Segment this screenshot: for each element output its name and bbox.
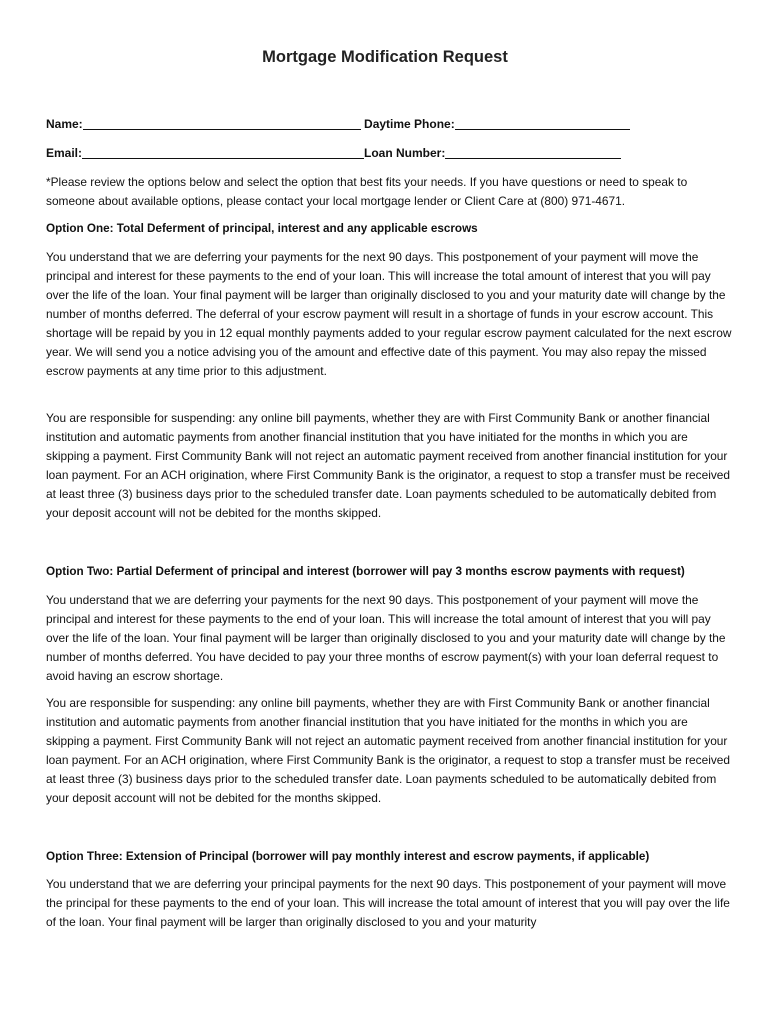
daytime-phone-label: Daytime Phone:	[364, 117, 455, 131]
name-field[interactable]	[83, 117, 361, 130]
email-field[interactable]	[82, 146, 364, 159]
option-one-paragraph-2	[46, 409, 732, 523]
option-three-text-1: You understand that we are deferring your principal payments for the next 90 days. This postponement of your payment will move the principal for these payments to the end of your loan. This will increase the total amount of interest that you will pay over the life of the loan. Your final payment will be larger than originally disclosed to you and your maturity	[46, 877, 730, 929]
option-three-paragraph-1	[46, 875, 732, 932]
option-one-paragraph-1	[46, 248, 732, 381]
loan-number-label: Loan Number:	[364, 146, 446, 160]
option-two-paragraph-1	[46, 591, 732, 686]
option-one-heading: Option One: Total Deferment of principal, interest and any applicable escrows	[46, 222, 478, 235]
option-two-text-1: You understand that we are deferring your payments for the next 90 days. This postponement of your payment will move the principal and interest for these payments to the end of your loan. This will increase the total amount of interest that you will pay over the life of the loan. Your final payment will be larger than originally disclosed to you and your maturity date will change by the number of months deferred. You have decided to pay your three months of escrow payment(s) with your loan deferral request to avoid having an escrow shortage.	[46, 593, 726, 683]
option-three-heading: Option Three: Extension of Principal (borrower will pay monthly interest and escrow payments, if applicable)	[46, 850, 650, 863]
loan-number-field[interactable]	[445, 146, 621, 159]
option-one-text-1: You understand that we are deferring your payments for the next 90 days. This postponement of your payment will move the principal and interest for these payments to the end of your loan. This will increase the total amount of interest that you will pay over the life of the loan. Your final payment will be larger than originally disclosed to you and your maturity date will change by the number of months deferred. The deferral of your escrow payment will result in a shortage of funds in your escrow account. This shortage will be repaid by you in 12 equal monthly payments added to your regular escrow payment calculated for the next escrow year. We will send you a notice advising you of the amount and effective date of this payment. You may also repay the missed escrow payments at any time prior to this adjustment.	[46, 250, 732, 378]
intro-text	[46, 173, 732, 211]
email-label: Email:	[46, 146, 83, 160]
name-label: Name:	[46, 117, 83, 131]
option-two-paragraph-2	[46, 694, 732, 808]
email-loan-row	[46, 146, 621, 160]
option-two-text-2: You are responsible for suspending: any online bill payments, whether they are with First Community Bank or another financial institution and automatic payments from another financial institution that you have initiated for the months in which you are skipping a payment. First Community Bank will not reject an automatic payment received from another financial institution for your loan payment. For an ACH origination, where First Community Bank is the originator, a request to stop a transfer must be received at least three (3) business days prior to the scheduled transfer date. Loan payments scheduled to be automatically debited from your deposit account will not be debited for the months skipped.	[46, 696, 731, 805]
daytime-phone-field[interactable]	[455, 117, 630, 130]
name-phone-row	[46, 117, 630, 131]
intro-paragraph: *Please review the options below and select the option that best fits your needs. If you have questions or need to speak to someone about available options, please contact your local mortgage lender or Client Care at (800) 971-4671.	[46, 175, 688, 208]
option-two-heading: Option Two: Partial Deferment of principal and interest (borrower will pay 3 months escrow payments with request)	[46, 565, 685, 578]
option-one-text-2: You are responsible for suspending: any online bill payments, whether they are with First Community Bank or another financial institution and automatic payments from another financial institution that you have initiated for the months in which you are skipping a payment. First Community Bank will not reject an automatic payment received from another financial institution for your loan payment. For an ACH origination, where First Community Bank is the originator, a request to stop a transfer must be received at least three (3) business days prior to the scheduled transfer date. Loan payments scheduled to be automatically debited from your deposit account will not be debited for the months skipped.	[46, 411, 731, 520]
page-title: Mortgage Modification Request	[262, 48, 508, 66]
